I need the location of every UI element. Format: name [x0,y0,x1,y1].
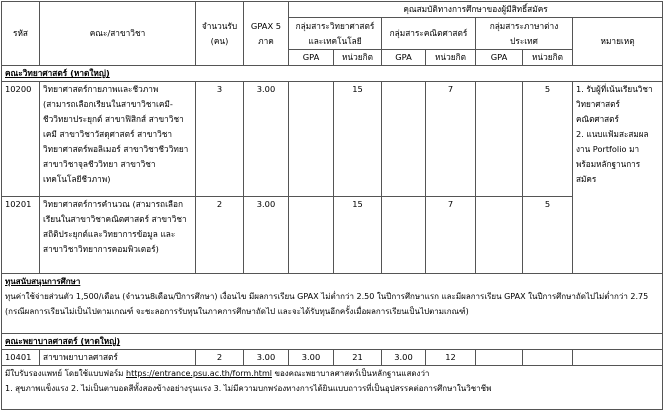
row-remarks [573,350,663,366]
row-gpax: 3.00 [244,350,289,366]
header-remarks: หมายเหตุ [573,18,663,66]
header-math-gpa: GPA [382,50,426,66]
scholarship-text-2: (กรณีผลการเรียนไม่เป็นไปตามเกณฑ์ จะชะลอการรับทุนในภาคการศึกษาถัดไป และจะได้รับทุนอีกครั้งเมื่อผลการเรียนเป็นไปตามเกณฑ์) [5,307,469,316]
row-math-gpa [382,197,426,274]
row-code: 10401 [2,350,40,366]
remark-1: 1. รับผู้ที่เน้นเรียนวิชาวิทยาศาสตร์คณิตศาสตร์ [576,84,653,124]
row-lang-credits: 5 [523,82,573,197]
scholarship-block [2,274,663,334]
header-lang-gpa: GPA [476,50,523,66]
header-lang-credits: หน่วยกิต [523,50,573,66]
row-lang-gpa [476,350,523,366]
header-math-credits: หน่วยกิต [426,50,476,66]
header-gpax: GPAX 5 ภาค [244,2,289,66]
row-math-credits: 7 [426,197,476,274]
header-code: รหัส [2,2,40,66]
footer-prefix: มีใบรับรองแพทย์ โดยใช้แบบฟอร์ม [5,369,124,378]
footer-note [2,366,663,410]
header-group-math: กลุ่มสาระคณิตศาสตร์ [382,18,476,50]
row-name: วิทยาศาสตร์การคำนวณ (สามารถเลือกเรียนในสาขาวิชาคณิตศาสตร์ สาขาวิชาสถิติประยุกต์และวิทยาการข้อมูล และสาขาวิชาวิทยาการคอมพิวเตอร์) [40,197,196,274]
row-lang-gpa [476,82,523,197]
remark-2: 2. แนบแฟ้มสะสมผลงาน Portfolio มาพร้อมหลักฐานการสมัคร [576,129,649,184]
form-link[interactable]: https://entrance.psu.ac.th/form.html [126,369,272,378]
row-gpax: 3.00 [244,82,289,197]
row-math-credits: 12 [426,350,476,366]
row-sci-credits: 21 [334,350,382,366]
header-faculty-major: คณะ/สาขาวิชา [40,2,196,66]
footer-suffix: ของคณะพยาบาลศาสตร์เป็นหลักฐานแสดงว่า [274,369,430,378]
section-science-title: คณะวิทยาศาสตร์ (หาดใหญ่) [2,66,663,82]
table-row [2,197,663,274]
row-sci-gpa [289,82,334,197]
row-sci-gpa: 3.00 [289,350,334,366]
scholarship-title: ทุนสนับสนุนการศึกษา [5,277,81,286]
row-math-gpa [382,82,426,197]
header-group-sci: กลุ่มสาระวิทยาศาสตร์และเทคโนโลยี [289,18,382,50]
row-math-credits: 7 [426,82,476,197]
row-seats: 2 [196,350,244,366]
header-seats: จำนวนรับ (คน) [196,2,244,66]
row-lang-credits: 5 [523,197,573,274]
footer-line-2: 1. สุขภาพแข็งแรง 2. ไม่เป็นตาบอดสีทั้งสองข้างอย่างรุนแรง 3. ไม่มีความบกพร่องทางการได้ยินแบบถาวรที่เป็นอุปสรรคต่อการศึกษาในวิชาชีพ [5,384,492,393]
table-row [2,82,663,197]
row-seats: 3 [196,82,244,197]
table-row [2,350,663,366]
row-lang-gpa [476,197,523,274]
row-sci-credits: 15 [334,82,382,197]
header-sci-gpa: GPA [289,50,334,66]
scholarship-text-1: ทุนค่าใช้จ่ายส่วนตัว 1,500/เดือน (จำนวน8เดือน/ปีการศึกษา) เงื่อนไข มีผลการเรียน GPAX ไม่ต่ำกว่า 2.50 ในปีการศึกษาแรก และมีผลการเรียน GPAX ในปีการศึกษาถัดไปไม่ต่ำกว่า 2.75 [5,292,649,301]
row-seats: 2 [196,197,244,274]
section-nursing-title: คณะพยาบาลศาสตร์ (หาดใหญ่) [2,334,663,350]
row-name: สาขาพยาบาลศาสตร์ [40,350,196,366]
header-group-lang: กลุ่มสาระภาษาต่างประเทศ [476,18,573,50]
row-math-gpa: 3.00 [382,350,426,366]
row-sci-gpa [289,197,334,274]
row-remarks [573,82,663,274]
row-code: 10200 [2,82,40,197]
header-sci-credits: หน่วยกิต [334,50,382,66]
footer-line-1 [5,366,659,381]
row-gpax: 3.00 [244,197,289,274]
row-code: 10201 [2,197,40,274]
row-lang-credits [523,350,573,366]
row-sci-credits: 15 [334,197,382,274]
row-name: วิทยาศาสตร์กายภาพและชีวภาพ (สามารถเลือกเรียนในสาขาวิชาเคมี-ชีววิทยาประยุกต์ สาขาฟิสิกส์ สาขาวิชาเคมี สาขาวิชาวัสดุศาสตร์ สาขาวิชาวิทยาศาสตร์พอลิเมอร์ สาขาวิชาชีววิทยา สาขาวิชาจุลชีววิทยา สาขาวิชาเทคโนโลยีชีวภาพ) [40,82,196,197]
admission-table [1,1,663,410]
header-qualifications: คุณสมบัติทางการศึกษาของผู้มีสิทธิ์สมัคร [289,2,663,18]
